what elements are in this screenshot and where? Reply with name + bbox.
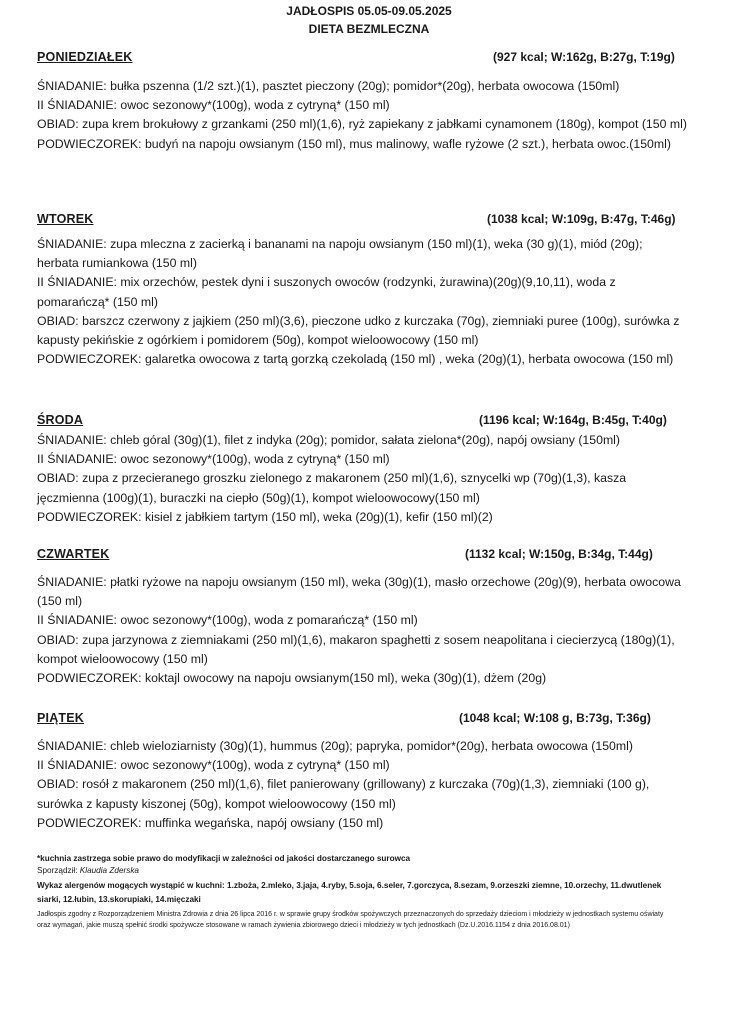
day-name-friday: PIĄTEK (37, 711, 85, 725)
meal-second-breakfast: II ŚNIADANIE: owoc sezonowy*(100g), woda z cytryną* (150 ml) (37, 452, 390, 467)
meal-breakfast: ŚNIADANIE: płatki ryżowe na napoju owsianym (150 ml), weka (30g)(1), masło orzechowe (20g)(9), herbata owocowa (150 ml) (37, 575, 681, 609)
day-section-monday (37, 50, 687, 154)
day-name-wednesday: ŚRODA (37, 413, 84, 427)
meal-lunch: OBIAD: rosół z makaronem (250 ml)(1,6), filet panierowany (grillowany) z kurczaka (70g)(1,3), ziemniaki (100 g), surówka z kapusty kiszonej (50g), kompot wieloowocowy (150 ml) (37, 777, 650, 811)
meal-afternoon-snack: PODWIECZOREK: galaretka owocowa z tartą gorzką czekoladą (150 ml) , weka (20g)(1), herbata owocowa (150 ml) (37, 352, 674, 367)
author-label: Sporządził: (37, 866, 78, 875)
day-section-thursday (37, 547, 687, 688)
modification-note: *kuchnia zastrzega sobie prawo do modyfikacji w zależności od jakości dostarczanego surowca (37, 854, 411, 863)
meal-afternoon-snack: PODWIECZOREK: muffinka wegańska, napój owsiany (150 ml) (37, 815, 384, 830)
legal-notice: Jadłospis zgodny z Rozporządzeniem Ministra Zdrowia z dnia 26 lipca 2016 r. w sprawie grupy środków spożywczych przeznaczonych do sprzedaży dzieciom i młodzieży w jednostkach systemu oświaty oraz wymagań, jakie muszą spełnić środki spożywcze stosowane w ramach żywienia zbiorowego dzieci i młodzieży w tych jednostkach (Dz.U.2016.1154 z dnia 2016.08.01) (37, 911, 664, 929)
meal-second-breakfast: II ŚNIADANIE: owoc sezonowy*(100g), woda z cytryną* (150 ml) (37, 98, 390, 113)
day-nutrition-friday: (1048 kcal; W:108 g, B:73g, T:36g) (459, 711, 651, 725)
day-name-monday: PONIEDZIAŁEK (37, 50, 133, 64)
meal-breakfast: ŚNIADANIE: bułka pszenna (1/2 szt.)(1), pasztet pieczony (20g); pomidor*(20g), herbata owocowa (150ml) (37, 79, 620, 93)
meal-afternoon-snack: PODWIECZOREK: budyń na napoju owsianym (150 ml), mus malinowy, wafle ryżowe (2 szt.), herbata owoc.(150ml) (37, 136, 671, 151)
day-nutrition-thursday: (1132 kcal; W:150g, B:34g, T:44g) (465, 547, 653, 561)
meal-lunch: OBIAD: zupa z przecieranego groszku zielonego z makaronem (250 ml)(1,6), sznycelki wp (70g)(1,3), kasza jęczmienna (100g)(1), buraczki na ciepło (50g)(1), kompot wieloowocowy(150 ml) (37, 471, 627, 505)
meal-second-breakfast: II ŚNIADANIE: owoc sezonowy*(100g), woda z pomarańczą* (150 ml) (37, 613, 418, 628)
diet-subtitle: DIETA BEZMLECZNA (308, 22, 430, 36)
meal-lunch: OBIAD: zupa jarzynowa z ziemniakami (250 ml)(1,6), makaron spaghetti z sosem neapolitana i ciecierzycą (180g)(1), kompot wieloowocowy (150 ml) (37, 632, 675, 666)
day-nutrition-monday: (927 kcal; W:162g, B:27g, T:19g) (493, 50, 675, 64)
meal-afternoon-snack: PODWIECZOREK: koktajl owocowy na napoju owsianym(150 ml), weka (30g)(1), dżem (20g) (37, 671, 547, 686)
meal-lunch: OBIAD: barszcz czerwony z jajkiem (250 ml)(3,6), pieczone udko z kurczaka (70g), ziemniaki puree (100g), surówka z kapusty pekińskie z ogórkiem i pomidorem (50g), kompot wieloowocowy (150 ml) (37, 313, 680, 348)
meal-second-breakfast: II ŚNIADANIE: mix orzechów, pestek dyni i suszonych owoców (rodzynki, żurawina)(20g)(9,10,11), woda z pomarańczą* (150 ml) (37, 275, 616, 309)
footer (37, 853, 677, 931)
day-name-thursday: CZWARTEK (37, 547, 110, 561)
day-nutrition-wednesday: (1196 kcal; W:164g, B:45g, T:40g) (479, 413, 667, 427)
day-section-tuesday (37, 212, 687, 369)
day-name-tuesday: WTOREK (37, 212, 94, 226)
menu-title: JADŁOSPIS 05.05-09.05.2025 (286, 4, 452, 18)
meal-afternoon-snack: PODWIECZOREK: kisiel z jabłkiem tartym (150 ml), weka (20g)(1), kefir (150 ml)(2) (37, 509, 493, 524)
author-line (37, 865, 677, 877)
day-nutrition-tuesday: (1038 kcal; W:109g, B:47g, T:46g) (487, 212, 676, 226)
meal-breakfast: ŚNIADANIE: chleb wieloziarnisty (30g)(1), hummus (20g); papryka, pomidor*(20g), herbata owocowa (150ml) (37, 739, 633, 753)
author-name: Klaudia Zderska (79, 866, 139, 875)
allergen-list: Wykaz alergenów mogących wystąpić w kuchni: 1.zboża, 2.mleko, 3.jaja, 4.ryby, 5.soja, 6.seler, 7.gorczyca, 8.sezam, 9.orzeszki ziemne, 10.orzechy, 11.dwutlenek siarki, 12.łubin, 13.skorupiaki, 14.mięczaki (37, 881, 662, 904)
meal-second-breakfast: II ŚNIADANIE: owoc sezonowy*(100g), woda z cytryną* (150 ml) (37, 758, 390, 773)
meal-breakfast: ŚNIADANIE: zupa mleczna z zacierką i bananami na napoju owsianym (150 ml)(1), weka (30 g)(1), miód (20g); herbata rumiankowa (150 ml) (37, 237, 643, 271)
meal-lunch: OBIAD: zupa krem brokułowy z grzankami (250 ml)(1,6), ryż zapiekany z jabłkami cynamonem (180g), kompot (150 ml) (37, 117, 687, 132)
day-section-wednesday (37, 413, 687, 527)
day-section-friday (37, 711, 687, 833)
meal-breakfast: ŚNIADANIE: chleb góral (30g)(1), filet z indyka (20g); pomidor, sałata zielona*(20g), napój owsiany (150ml) (37, 433, 621, 447)
